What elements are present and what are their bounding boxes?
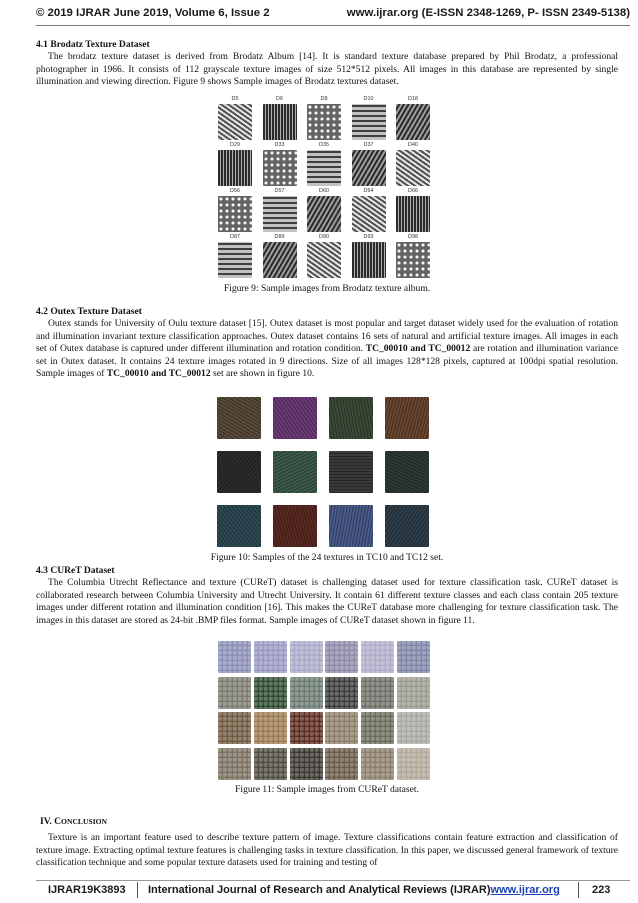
outex-texture-tile — [385, 505, 429, 547]
header-rule — [36, 25, 630, 26]
brodatz-label: D57 — [274, 188, 285, 194]
curet-texture-tile — [290, 641, 323, 673]
curet-texture-tile — [325, 712, 358, 744]
curet-texture-tile — [290, 748, 323, 780]
brodatz-label: D93 — [363, 234, 374, 240]
outex-texture-tile — [385, 397, 429, 439]
brodatz-label: D18 — [408, 96, 418, 102]
brodatz-texture-tile — [396, 242, 430, 278]
paragraph-curet — [36, 577, 618, 627]
curet-texture-tile — [361, 712, 394, 744]
brodatz-texture-tile — [307, 242, 341, 278]
section-heading-brodatz: 4.1 Brodatz Texture Dataset — [36, 39, 150, 50]
curet-texture-tile — [325, 677, 358, 709]
paragraph-outex-text-b: are rotation and illumination variance set in Outex dataset. It contains 24 texture images rotated in 9 directions. Size of all images 128*128 pixels, captured at 100dpi spatial resolution. Sample images of — [36, 343, 619, 380]
curet-texture-tile — [397, 677, 430, 709]
brodatz-label: D87 — [230, 234, 240, 240]
curet-texture-tile — [254, 641, 287, 673]
brodatz-label: D37 — [363, 142, 374, 148]
brodatz-label: D10 — [363, 96, 374, 102]
paragraph-outex-bold-b: TC_00010 and TC_00012 — [106, 368, 211, 380]
outex-texture-tile — [329, 451, 373, 493]
curet-texture-tile — [218, 641, 251, 673]
curet-texture-tile — [325, 748, 358, 780]
paragraph-conclusion — [36, 832, 618, 870]
brodatz-texture-tile — [218, 196, 252, 232]
brodatz-texture-tile — [307, 104, 341, 140]
section-heading-curet: 4.3 CUReT Dataset — [36, 565, 115, 576]
header-journal-issue: © 2019 IJRAR June 2019, Volume 6, Issue 2 — [36, 7, 270, 19]
outex-texture-tile — [273, 397, 317, 439]
outex-texture-tile — [385, 451, 429, 493]
brodatz-label: D6 — [276, 96, 283, 102]
footer-journal-name: International Journal of Research and Analytical Reviews (IJRAR) — [148, 884, 491, 896]
curet-texture-tile — [218, 748, 251, 780]
brodatz-texture-tile — [263, 242, 297, 278]
brodatz-texture-tile — [218, 242, 252, 278]
header-website-issn: www.ijrar.org (E-ISSN 2348-1269, P- ISSN 2349-5138) — [346, 7, 630, 19]
footer-page-number: 223 — [592, 884, 611, 896]
brodatz-texture-tile — [218, 150, 252, 186]
curet-texture-tile — [361, 677, 394, 709]
brodatz-texture-tile — [352, 104, 386, 140]
curet-texture-tile — [325, 641, 358, 673]
brodatz-label: D5 — [231, 96, 239, 102]
curet-texture-tile — [254, 712, 287, 744]
paragraph-conclusion-text: Texture is an important feature used to describe texture pattern of image. Texture classifications contain feature extraction and classification of texture image. Extracting optimal texture features is challenging tasks in texture classification. In this paper, we discussed general framework of texture classification technique and some popular texture datasets used for training and testing of — [36, 832, 618, 869]
paragraph-outex-text-c: set are shown in figure 10. — [213, 368, 315, 380]
brodatz-texture-tile — [396, 104, 430, 140]
brodatz-label: D98 — [408, 234, 418, 240]
footer-website-link[interactable]: www.ijrar.org — [490, 884, 560, 896]
curet-texture-tile — [361, 641, 394, 673]
brodatz-texture-tile — [352, 242, 386, 278]
footer-rule — [36, 880, 630, 881]
brodatz-texture-tile — [352, 196, 386, 232]
brodatz-label: D64 — [363, 188, 374, 194]
curet-texture-tile — [397, 748, 430, 780]
conclusion-heading-num: IV. C — [40, 816, 62, 827]
curet-texture-tile — [361, 748, 394, 780]
footer-paper-id: IJRAR19K3893 — [48, 884, 126, 896]
outex-texture-tile — [329, 397, 373, 439]
outex-texture-tile — [217, 397, 261, 439]
brodatz-label: D66 — [408, 188, 418, 194]
brodatz-texture-tile — [352, 150, 386, 186]
figure-11-caption: Figure 11: Sample images from CUReT dataset. — [235, 784, 419, 795]
brodatz-texture-tile — [218, 104, 252, 140]
brodatz-label: D8 — [320, 96, 328, 102]
brodatz-label: D89 — [274, 234, 285, 240]
figure-10-caption: Figure 10: Samples of the 24 textures in TC10 and TC12 set. — [210, 552, 444, 563]
outex-texture-tile — [217, 451, 261, 493]
curet-texture-tile — [254, 677, 287, 709]
outex-texture-tile — [273, 505, 317, 547]
brodatz-label: D29 — [230, 142, 240, 148]
footer-separator — [578, 882, 579, 898]
outex-texture-tile — [217, 505, 261, 547]
figure-9-caption: Figure 9: Sample images from Brodatz texture album. — [223, 283, 431, 294]
figure-curet-grid — [218, 641, 430, 779]
paragraph-curet-text: The Columbia Utrecht Reflectance and texture (CUReT) dataset is challenging dataset used for texture classification task. CUReT dataset is collaborated research between Columbia University and Utrecht University. It contain 61 different texture classes and each class contain 205 texture images under different rotation and illumination condition [16]. This makes the CUReT database more challenging for texture classification task. The images in this dataset are stored as 24-bit .BMP files format. Sample images of CUReT dataset shown in figure 11. — [36, 577, 618, 626]
curet-texture-tile — [218, 712, 251, 744]
brodatz-label: D40 — [408, 142, 418, 148]
paragraph-outex — [36, 318, 618, 381]
figure-brodatz-grid — [218, 96, 430, 278]
section-heading-conclusion — [40, 816, 107, 827]
brodatz-label: D35 — [319, 142, 329, 148]
brodatz-texture-tile — [263, 104, 297, 140]
section-heading-outex: 4.2 Outex Texture Dataset — [36, 306, 142, 317]
paragraph-outex-bold-a: TC_00010 and TC_00012 — [365, 343, 471, 355]
paragraph-outex-text-a: Outex stands for University of Oulu texture dataset [15]. Outex dataset is most popular and target dataset widely used for the evaluation of rotation and illumination invariant texture classification approaches. Outex dataset contains 16 sets of natural and artificial texture images. All images in each set of Outex database is captured under different illumination and rotation condition. — [36, 318, 618, 355]
brodatz-texture-tile — [263, 150, 297, 186]
curet-texture-tile — [397, 641, 430, 673]
paragraph-brodatz — [36, 51, 618, 89]
figure-outex-grid — [217, 397, 431, 547]
curet-texture-tile — [218, 677, 251, 709]
footer-separator — [137, 882, 138, 898]
brodatz-label: D90 — [319, 234, 329, 240]
brodatz-texture-tile — [396, 196, 430, 232]
footer-journal — [148, 884, 560, 896]
brodatz-label: D56 — [230, 188, 240, 194]
conclusion-heading-rest: ONCLUSION — [61, 817, 108, 826]
running-header — [36, 7, 630, 23]
curet-texture-tile — [397, 712, 430, 744]
paragraph-brodatz-text: The brodatz texture dataset is derived from Brodatz Album [14]. It is standard texture database prepared by Phil Brodatz, a professional photographer in 1966. It consists of 112 grayscale texture images of size 512*512 pixels. All images in this database are represented by single illumination and viewing direction. Figure 9 shows Sample images of Brodatz textures dataset. — [36, 51, 618, 88]
outex-texture-tile — [329, 505, 373, 547]
curet-texture-tile — [290, 712, 323, 744]
brodatz-label: D33 — [274, 142, 285, 148]
curet-texture-tile — [254, 748, 287, 780]
brodatz-label: D60 — [319, 188, 329, 194]
curet-texture-tile — [290, 677, 323, 709]
outex-texture-tile — [273, 451, 317, 493]
brodatz-texture-tile — [307, 150, 341, 186]
brodatz-texture-tile — [263, 196, 297, 232]
brodatz-texture-tile — [396, 150, 430, 186]
brodatz-texture-tile — [307, 196, 341, 232]
